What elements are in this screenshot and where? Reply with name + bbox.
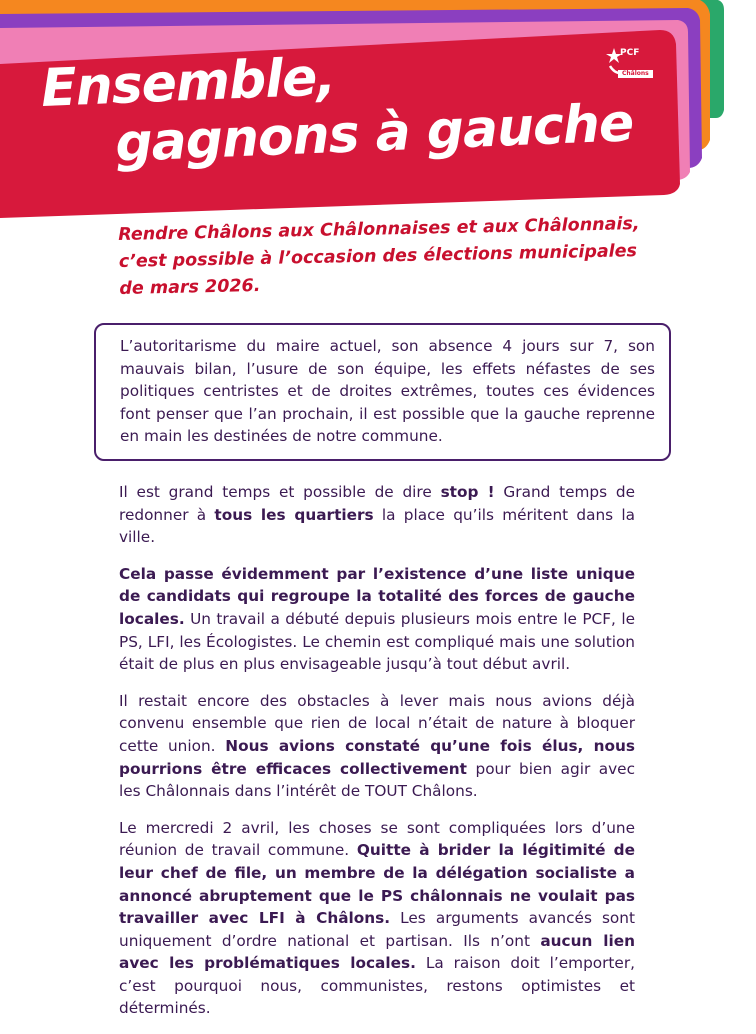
- text-run: pour bien agir avec les Châlonnais dans l’intérêt de TOUT Châlons.: [119, 759, 635, 801]
- paragraph: [119, 690, 635, 803]
- bold-text-run: Nous avions constaté qu’une fois élus, nous pourrions être efficaces collectivement: [119, 736, 635, 778]
- article-body: [119, 481, 635, 1034]
- paragraph: [119, 817, 635, 1020]
- paragraph: [119, 481, 635, 549]
- intro-text: L’autoritarisme du maire actuel, son absence 4 jours sur 7, son mauvais bilan, l’usure de son équipe, les effets néfastes de ses politiques centristes et de droites extrêmes, toutes ces évidences font penser que l’an prochain, il est possible que la gauche reprenne en main les destinées de notre commune.: [120, 337, 655, 446]
- paragraph: [119, 563, 635, 676]
- text-run: Grand temps de redonner à: [119, 483, 635, 524]
- bold-text-run: Cela passe évidemment par l’existence d’une liste unique de candidats qui regroupe la totalité des forces de gauche locales.: [119, 564, 635, 628]
- pcf-logo-city: Châlons: [618, 70, 653, 78]
- text-run: la place qu’ils méritent dans la ville.: [119, 505, 636, 547]
- text-run: Il restait encore des obstacles à lever mais nous avions déjà convenu ensemble que rien de local n’était de nature à bloquer cette union.: [119, 691, 635, 755]
- text-run: Il est grand temps et possible de dire: [119, 483, 441, 501]
- bold-text-run: stop !: [440, 483, 495, 501]
- text-run: Les arguments avancés sont uniquement d’ordre national et partisan. Ils n’ont: [119, 909, 635, 950]
- bold-text-run: Quitte à brider la légitimité de leur chef de file, un membre de la délégation socialiste a annoncé abruptement que le PS châlonnais ne voulait pas travailler avec LFI à Châlons.: [119, 841, 635, 928]
- intro-box: [94, 323, 671, 461]
- subtitle: Rendre Châlons aux Châlonnaises et aux Châlonnais, c’est possible à l’occasion des élections municipales de mars 2026.: [118, 214, 640, 299]
- bold-text-run: tous les quartiers: [214, 505, 374, 524]
- page-title: [40, 35, 664, 176]
- text-run: La raison doit l’emporter, c’est pourquoi nous, communistes, restons optimistes et déterminés.: [119, 954, 635, 1018]
- title-line-1: Ensemble,: [39, 47, 337, 119]
- text-run: Le mercredi 2 avril, les choses se sont compliquées lors d’une réunion de travail commune.: [119, 818, 635, 860]
- title-line-2: gagnons à gauche: [114, 93, 635, 175]
- text-run: Un travail a débuté depuis plusieurs mois entre le PCF, le PS, LFI, les Écologistes. Le chemin est compliqué mais une solution était de plus en plus envisageable jusqu’à tout début avril.: [119, 609, 635, 674]
- pcf-logo-text: PCF: [620, 48, 640, 58]
- bold-text-run: aucun lien avec les problématiques locales.: [119, 931, 635, 973]
